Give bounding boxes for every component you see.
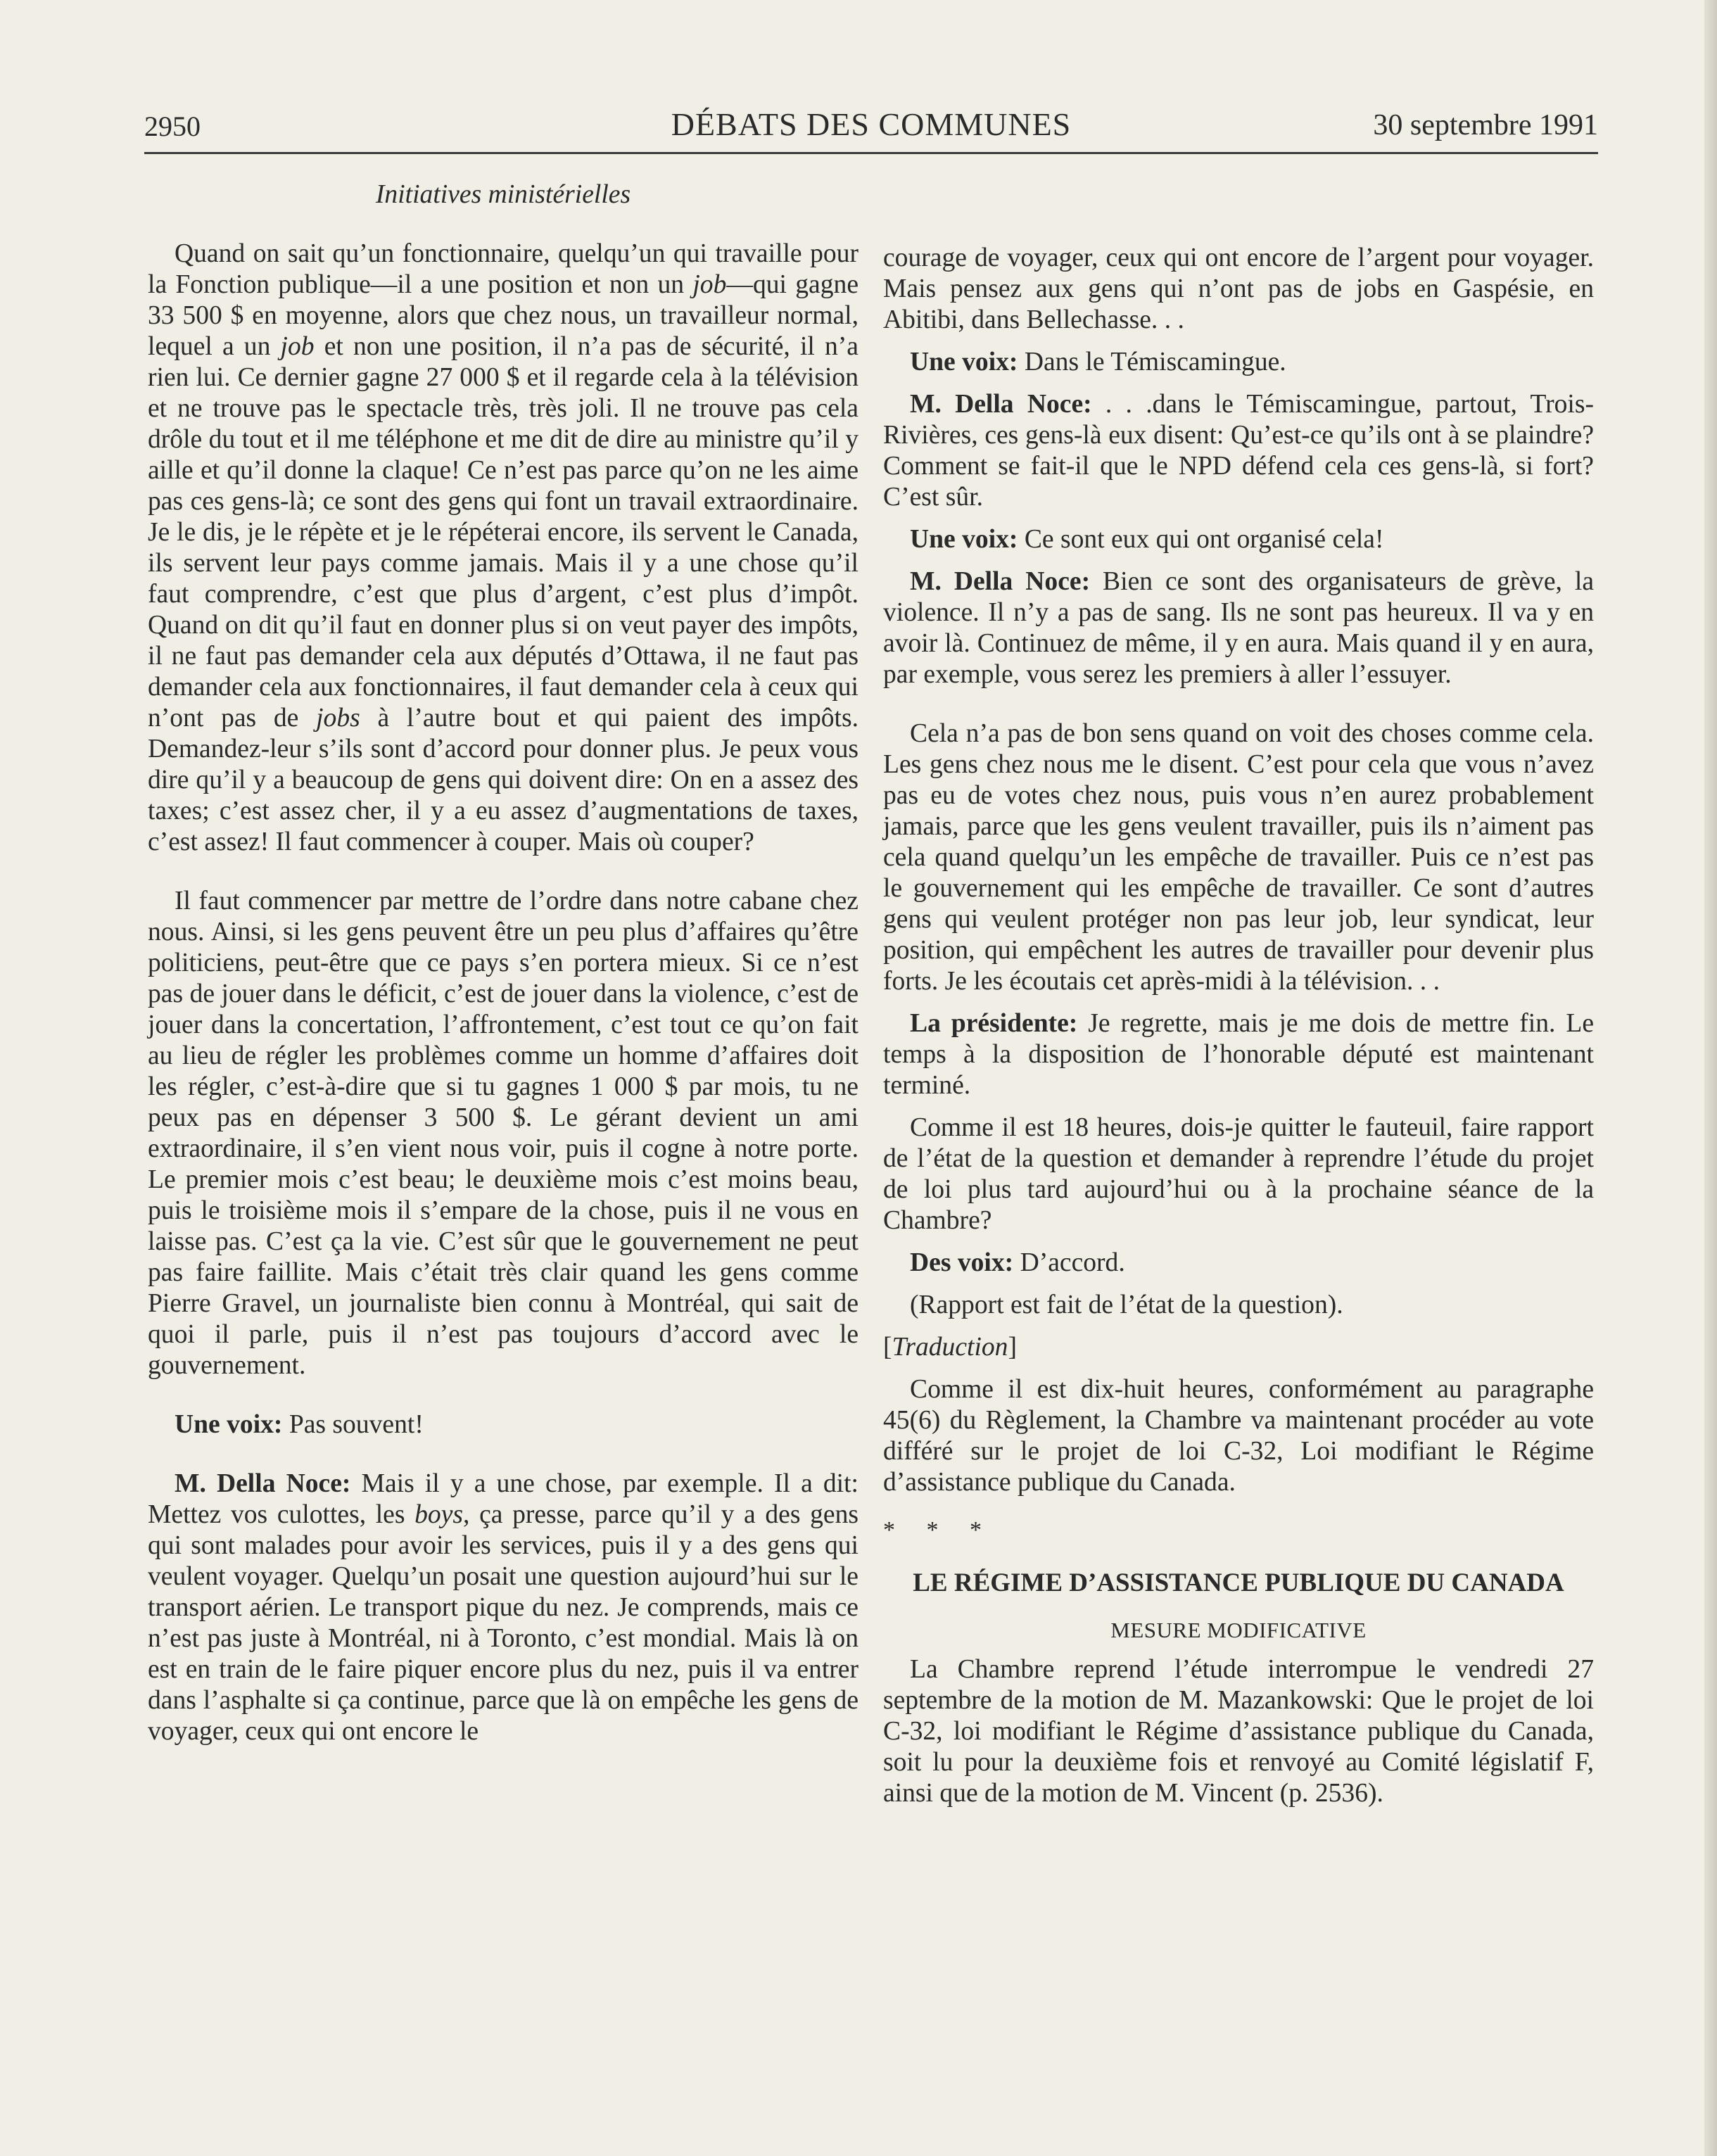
page-edge [1704, 0, 1717, 2156]
speaker-name: Des voix: [910, 1248, 1014, 1277]
paragraph: Cela n’a pas de bon sens quand on voit des choses comme cela. Les gens chez nous me le disent. C’est pour cela que vous n’avez pas eu de votes chez nous, puis vous n’en aurez probablement jamais, parce que les gens veulent travailler, puis ils n’aiment pas cela quand quelqu’un les empêche de travailler. Puis ce n’est pas le gouvernement qui les empêche de travailler. Ce sont d’autres gens qui veulent protéger non pas leur job, leur syndicat, leur position, qui empêchent les autres de travailler pour devenir plus forts. Je les écoutais cet après-midi à la télévision. . . [883, 719, 1594, 996]
header-rule [144, 152, 1598, 154]
page-date: 30 septembre 1991 [1373, 109, 1598, 141]
paragraph: La Chambre reprend l’étude interrompue le vendredi 27 septembre de la motion de M. Mazankowski: Que le projet de loi C-32, loi modifiant le Régime d’assistance publique du Canada, soit lu pour la deuxième fois et renvoyé au Comité législatif F, ainsi que de la motion de M. Vincent (p. 2536). [883, 1655, 1594, 1808]
speech: La présidente: Je regrette, mais je me dois de mettre fin. Le temps à la disposition de l’honorable député est maintenant terminé. [883, 1009, 1594, 1100]
section-separator: * * * [883, 1517, 994, 1543]
running-head: Initiatives ministérielles [375, 180, 631, 209]
speech: Une voix: Ce sont eux qui ont organisé cela! [910, 525, 1384, 554]
page-header [144, 106, 1598, 155]
speech: Des voix: D’accord. [910, 1248, 1125, 1277]
speaker-name: Une voix: [175, 1410, 283, 1439]
speech: Une voix: Dans le Témiscamingue. [910, 348, 1286, 376]
speaker-name: La présidente: [910, 1009, 1078, 1038]
section-subheading: MESURE MODIFICATIVE [1110, 1618, 1367, 1642]
speaker-name: M. Della Noce: [910, 390, 1092, 419]
left-column [148, 179, 858, 1747]
section-heading: LE RÉGIME D’ASSISTANCE PUBLIQUE DU CANADA [913, 1568, 1564, 1597]
speaker-name: M. Della Noce: [175, 1469, 351, 1498]
page-number: 2950 [144, 110, 201, 142]
paragraph: courage de voyager, ceux qui ont encore de l’argent pour voyager. Mais pensez aux gens qui n’ont pas de jobs en Gaspésie, en Abitibi, dans Bellechasse. . . [883, 243, 1594, 334]
speaker-name: Une voix: [910, 525, 1018, 554]
paragraph: Comme il est 18 heures, dois-je quitter le fauteuil, faire rapport de l’état de la question et demander à reprendre l’étude du projet de loi plus tard aujourd’hui ou à la prochaine séance de la Chambre? [883, 1113, 1594, 1235]
paragraph: Quand on sait qu’un fonctionnaire, quelqu’un qui travaille pour la Fonction publique—il a une position et non un job—qui gagne 33 500 $ en moyenne, alors que chez nous, un travailleur normal, lequel a un job et non une position, il n’a pas de sécurité, il n’a rien lui. Ce dernier gagne 27 000 $ et il regarde cela à la télévision et ne trouve pas le spectacle très, très joli. Il ne trouve pas cela drôle du tout et il me téléphone et me dit de dire au ministre qu’il y aille et qu’il donne la claque! Ce n’est pas parce qu’on ne les aime pas ces gens-là; ce sont des gens qui font un travail extraordinaire. Je le dis, je le répète et je le répéterai encore, ils servent le Canada, ils servent leur pays comme jamais. Mais il y a une chose qu’il faut comprendre, c’est que plus d’argent, c’est plus d’impôt. Quand on dit qu’il faut en donner plus si on veut payer des impôts, il ne faut pas demander cela aux députés d’Ottawa, il ne faut pas demander cela aux fonctionnaires, il faut demander cela à ceux qui n’ont pas de jobs à l’autre bout et qui paient des impôts. Demandez-leur s’ils sont d’accord pour donner plus. Je peux vous dire qu’il y a beaucoup de gens qui doivent dire: On en a assez des taxes; c’est assez cher, il y a eu assez d’augmentations de taxes, c’est assez! Il faut commencer à couper. Mais où couper? [148, 239, 858, 856]
speech: M. Della Noce: Bien ce sont des organisateurs de grève, la violence. Il n’y a pas de sang. Ils ne sont pas heureux. Il va y en avoir là. Continuez de même, il y en aura. Mais quand il y en aura, par exemple, vous serez les premiers à aller l’essuyer. [883, 567, 1595, 689]
translation-note: [Traduction] [883, 1333, 1017, 1362]
speaker-name: M. Della Noce: [910, 567, 1091, 596]
publication-title: DÉBATS DES COMMUNES [671, 106, 1072, 142]
speech: Une voix: Pas souvent! [175, 1410, 424, 1439]
speaker-name: Une voix: [910, 348, 1018, 376]
paragraph: Comme il est dix-huit heures, conformément au paragraphe 45(6) du Règlement, la Chambre va maintenant procéder au vote différé sur le projet de loi C-32, Loi modifiant le Régime d’assistance publique du Canada. [883, 1375, 1594, 1497]
speech: M. Della Noce: . . .dans le Témiscamingue, partout, Trois-Rivières, ces gens-là eux disent: Qu’est-ce qu’ils ont à se plaindre? Comment se fait-il que le NPD défend cela ces gens-là, si fort? C’est sûr. [883, 390, 1594, 512]
paragraph: Il faut commencer par mettre de l’ordre dans notre cabane chez nous. Ainsi, si les gens peuvent être un peu plus d’affaires qu’être politiciens, peut-être que ce pays s’en portera mieux. Si ce n’est pas de jouer dans le déficit, c’est de jouer dans la violence, c’est de jouer dans la concertation, l’affrontement, c’est tout ce qu’on fait au lieu de régler les problèmes comme un homme d’affaires doit les régler, c’est-à-dire que si tu gagnes 1 000 $ par mois, tu ne peux pas en dépenser 3 500 $. Le gérant devient un ami extraordinaire, il s’en vient nous voir, puis il cogne à notre porte. Le premier mois c’est beau; le deuxième mois c’est moins beau, puis le troisième mois il s’empare de la chose, puis il ne vous en laisse pas. C’est ça la vie. C’est sûr que le gouvernement ne peut pas faire faillite. Mais c’était très clair quand les gens comme Pierre Gravel, un journaliste bien connu à Montréal, qui sait de quoi il parle, puis il n’est pas toujours d’accord avec le gouvernement. [148, 887, 858, 1380]
paragraph: (Rapport est fait de l’état de la question). [910, 1291, 1343, 1319]
speech: M. Della Noce: Mais il y a une chose, par exemple. Il a dit: Mettez vos culottes, les boys, ça presse, parce qu’il y a des gens qui sont malades pour avoir les services, puis il y a des gens qui veulent voyager. Quelqu’un posait une question aujourd’hui sur le transport aérien. Le transport pique du nez. Je comprends, mais ce n’est pas juste à Montréal, ni à Toronto, c’est mondial. Mais là on est en train de le faire piquer encore plus du nez, puis il va entrer dans l’asphalte si ça continue, parce que là on empêche les gens de voyager, ceux qui ont encore le [148, 1469, 859, 1746]
right-column [883, 243, 1594, 1809]
